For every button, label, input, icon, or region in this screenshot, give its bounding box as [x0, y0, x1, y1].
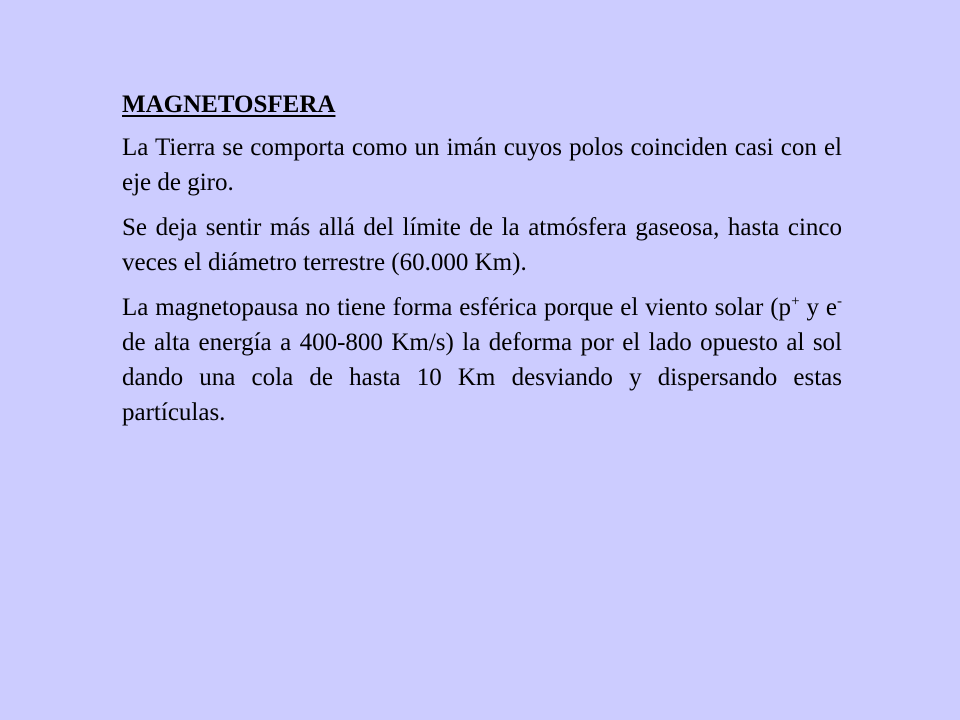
paragraph-extent: Se deja sentir más allá del límite de la atmósfera gaseosa, hasta cinco veces el diámetro terrestre (60.000 Km).	[122, 214, 842, 276]
proton-charge-sup: +	[791, 293, 800, 310]
paragraph-earth-magnet: La Tierra se comporta como un imán cuyos polos coinciden casi con el eje de giro.	[122, 134, 842, 196]
slide-content	[122, 88, 842, 440]
magnetopause-text-3: de alta energía a 400-800 Km/s) la deforma por el lado opuesto al sol dando una cola de hasta 10 Km desviando y dispersando estas partículas.	[122, 329, 842, 426]
magnetopause-text-2: y e	[799, 294, 837, 321]
paragraph-magnetopause	[122, 290, 842, 430]
magnetopause-text-1: La magnetopausa no tiene forma esférica porque el viento solar (p	[122, 294, 792, 321]
slide-title: MAGNETOSFERA	[122, 91, 336, 118]
electron-charge-sup: -	[837, 293, 842, 310]
